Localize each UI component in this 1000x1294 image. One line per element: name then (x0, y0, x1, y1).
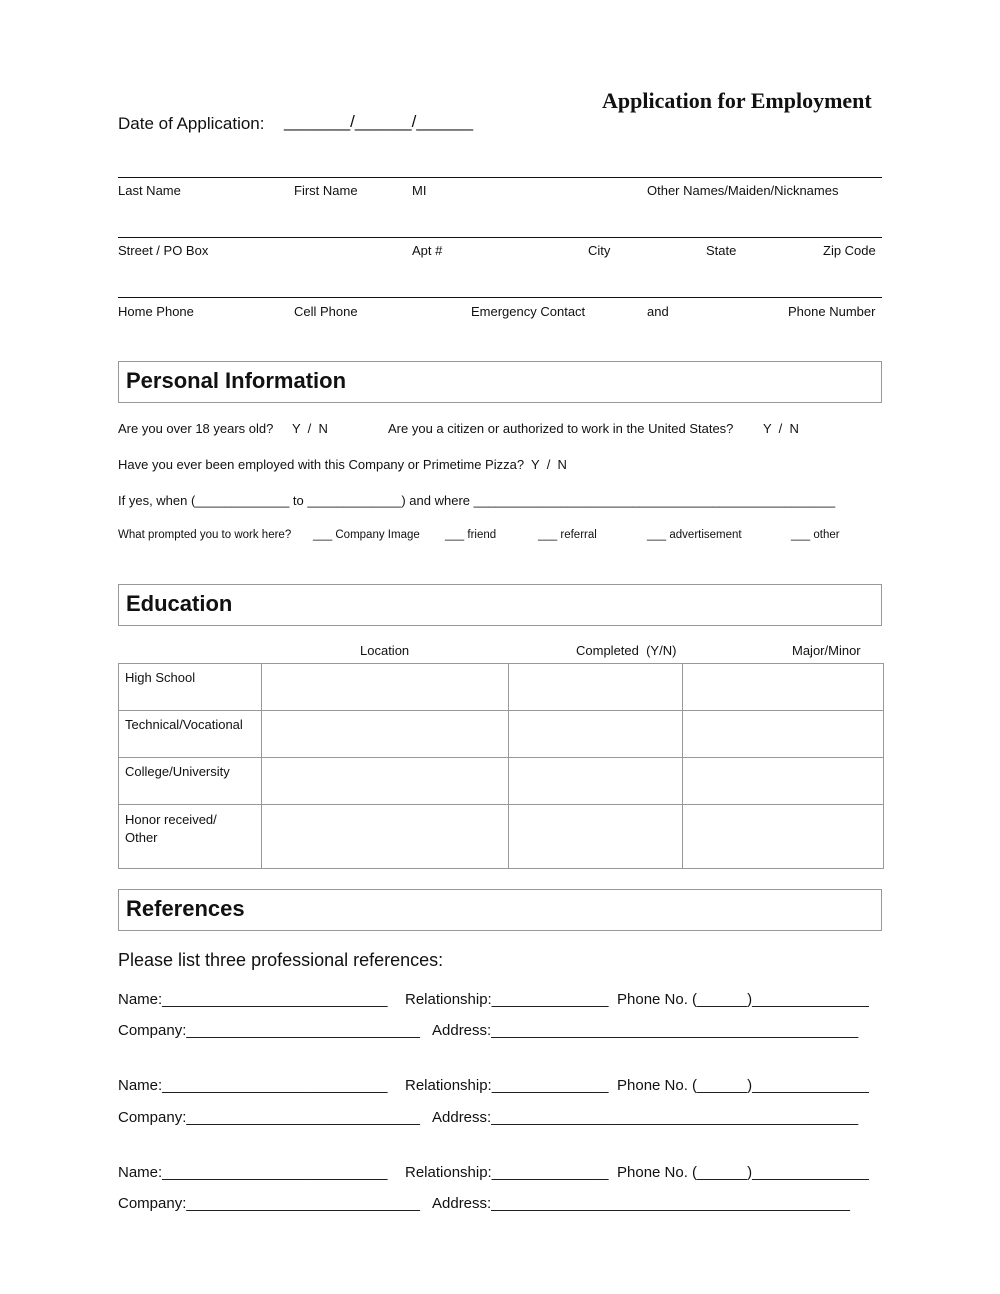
row-label-honor: Honor received/ Other (119, 805, 262, 869)
reference-2-address-field[interactable]: Address:____________________________________________ (432, 1109, 859, 1126)
apt-label: Apt # (412, 243, 443, 258)
row-label-technical: Technical/Vocational (119, 711, 262, 758)
age-question: Are you over 18 years old? (118, 421, 274, 436)
prompted-question: What prompted you to work here? (118, 529, 292, 541)
table-row (119, 758, 884, 805)
name-line[interactable] (118, 177, 882, 178)
address-line[interactable] (118, 237, 882, 238)
personal-information-heading: Personal Information (126, 368, 347, 393)
table-row (119, 664, 884, 711)
row-label-college: College/University (119, 758, 262, 805)
location-column-header: Location (360, 643, 410, 658)
table-row (119, 805, 884, 869)
references-intro: Please list three professional references: (118, 950, 444, 970)
honor-completed-cell[interactable] (509, 805, 683, 869)
high-school-major-cell[interactable] (683, 664, 884, 711)
prompt-option-advertisement[interactable]: ___ advertisement (647, 529, 742, 541)
mi-label: MI (412, 183, 427, 198)
education-heading: Education (126, 591, 233, 616)
citizen-question: Are you a citizen or authorized to work in the United States? (388, 421, 734, 436)
phone-line[interactable] (118, 297, 882, 298)
reference-3-address-field[interactable]: Address:___________________________________________ (432, 1195, 850, 1212)
education-table (118, 663, 884, 869)
form-title: Application for Employment (602, 88, 872, 113)
education-section (118, 584, 882, 626)
prompt-option-friend[interactable]: ___ friend (445, 529, 497, 541)
street-label: Street / PO Box (118, 243, 209, 258)
major-minor-column-header: Major/Minor (792, 643, 861, 658)
zip-label: Zip Code (823, 243, 876, 258)
honor-location-cell[interactable] (262, 805, 509, 869)
and-label: and (647, 304, 669, 319)
row-label-high-school: High School (119, 664, 262, 711)
technical-completed-cell[interactable] (509, 711, 683, 758)
reference-1-address-field[interactable]: Address:____________________________________________ (432, 1022, 859, 1039)
prompt-option-company-image[interactable]: ___ Company Image (313, 529, 420, 541)
college-location-cell[interactable] (262, 758, 509, 805)
reference-2-phone-field[interactable]: Phone No. (______)______________ (617, 1077, 869, 1094)
prompt-option-referral[interactable]: ___ referral (538, 529, 597, 541)
honor-major-cell[interactable] (683, 805, 884, 869)
reference-3-relationship-field[interactable]: Relationship:______________ (405, 1164, 609, 1181)
personal-information-section (118, 361, 882, 403)
home-phone-label: Home Phone (118, 304, 194, 319)
high-school-location-cell[interactable] (262, 664, 509, 711)
technical-location-cell[interactable] (262, 711, 509, 758)
reference-3-phone-field[interactable]: Phone No. (______)______________ (617, 1164, 869, 1181)
completed-column-header: Completed (Y/N) (576, 643, 677, 658)
reference-2-name-field[interactable]: Name:___________________________ (118, 1077, 388, 1094)
technical-major-cell[interactable] (683, 711, 884, 758)
city-label: City (588, 243, 611, 258)
reference-3-name-field[interactable]: Name:___________________________ (118, 1164, 388, 1181)
reference-2-company-field[interactable]: Company:____________________________ (118, 1109, 420, 1126)
cell-phone-label: Cell Phone (294, 304, 358, 319)
references-heading: References (126, 896, 245, 921)
date-of-application-field[interactable]: _______/______/______ (284, 112, 474, 131)
prior-employment-question[interactable]: Have you ever been employed with this Company or Primetime Pizza? Y / N (118, 457, 567, 472)
references-section (118, 889, 882, 931)
reference-3-company-field[interactable]: Company:____________________________ (118, 1195, 420, 1212)
college-completed-cell[interactable] (509, 758, 683, 805)
prior-employment-when-where[interactable]: If yes, when (_____________ to _____________) and where __________________________________________________ (118, 493, 836, 508)
citizen-yn[interactable]: Y / N (763, 421, 799, 436)
reference-1-relationship-field[interactable]: Relationship:______________ (405, 991, 609, 1008)
prompt-option-other[interactable]: ___ other (791, 529, 840, 541)
other-names-label: Other Names/Maiden/Nicknames (647, 183, 839, 198)
first-name-label: First Name (294, 183, 358, 198)
high-school-completed-cell[interactable] (509, 664, 683, 711)
reference-1-company-field[interactable]: Company:____________________________ (118, 1022, 420, 1039)
college-major-cell[interactable] (683, 758, 884, 805)
phone-number-label: Phone Number (788, 304, 876, 319)
date-of-application-label: Date of Application: (118, 114, 265, 133)
reference-1-phone-field[interactable]: Phone No. (______)______________ (617, 991, 869, 1008)
reference-1-name-field[interactable]: Name:___________________________ (118, 991, 388, 1008)
age-yn[interactable]: Y / N (292, 421, 328, 436)
last-name-label: Last Name (118, 183, 181, 198)
reference-2-relationship-field[interactable]: Relationship:______________ (405, 1077, 609, 1094)
emergency-contact-label: Emergency Contact (471, 304, 586, 319)
table-row (119, 711, 884, 758)
state-label: State (706, 243, 737, 258)
